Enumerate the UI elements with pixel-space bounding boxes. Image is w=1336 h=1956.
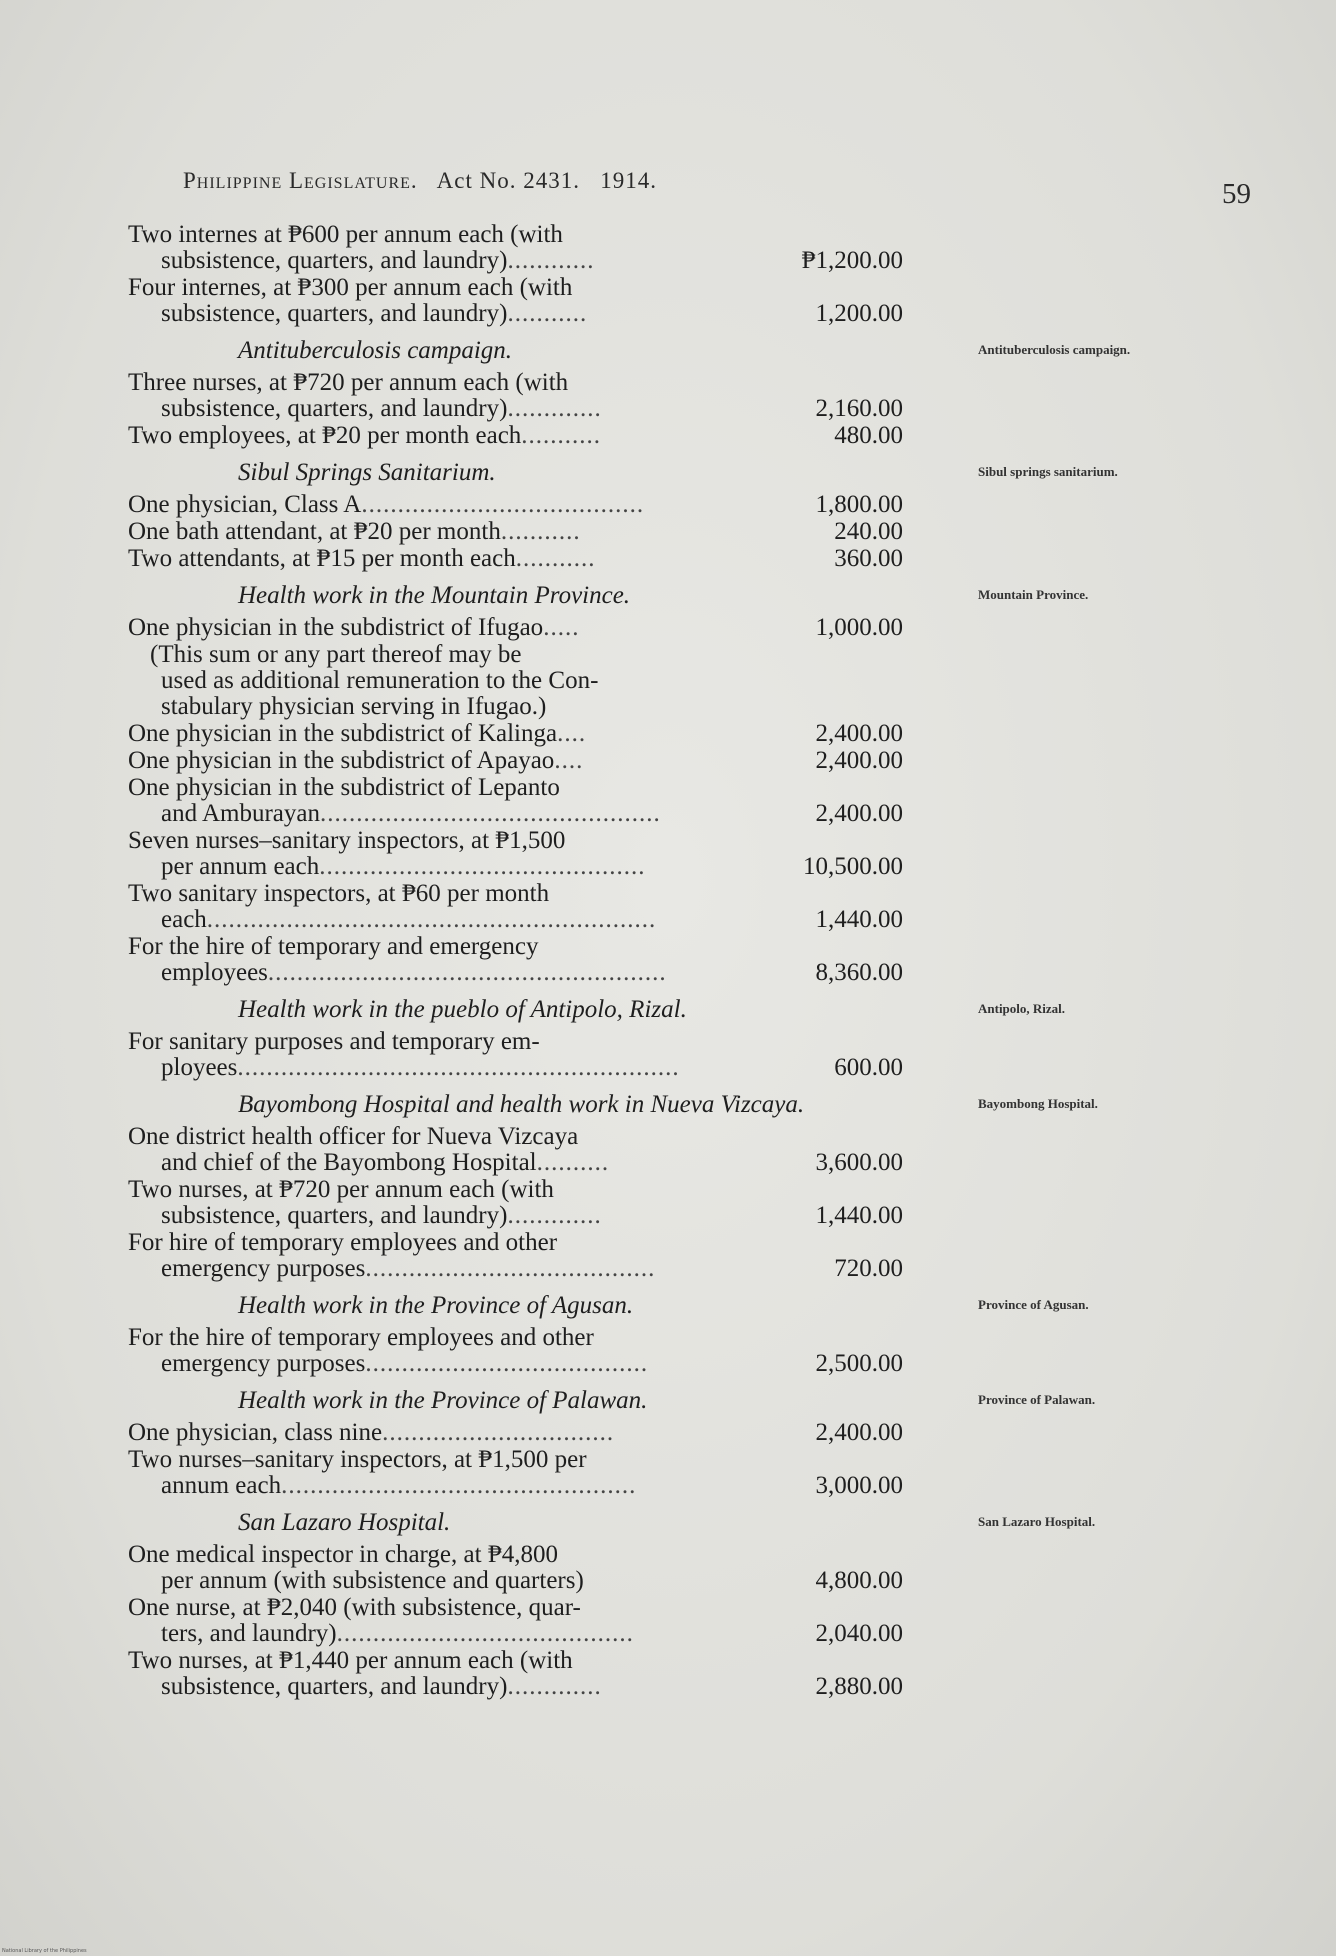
line-item-description (128, 275, 778, 327)
line-item (128, 1029, 1228, 1081)
line-item-description (128, 1124, 778, 1176)
section-heading (128, 1292, 1228, 1319)
line-item-last-line (128, 492, 778, 518)
line-item-last-line (128, 248, 778, 274)
line-item-description (128, 1595, 778, 1647)
dot-leader: ............................................... (319, 800, 661, 827)
line-item-last-line (128, 1621, 778, 1647)
line-item-text: Two nurses–sanitary inspectors, at ₱1,500 per (128, 1446, 587, 1473)
margin-note: Mountain Province. (978, 587, 1089, 602)
line-item-description (128, 721, 778, 747)
line-item-description (128, 1648, 778, 1700)
dot-leader: ....................................... (361, 491, 645, 518)
section-heading-text: Sibul Springs Sanitarium. (238, 459, 496, 486)
line-item (128, 370, 1228, 422)
line-item-last-line (128, 615, 778, 641)
line-item-amount: ₱1,200.00 (801, 247, 903, 274)
dot-leader: ....................................... (365, 1350, 649, 1377)
line-item-text: Four internes, at ₱300 per annum each (with (128, 274, 573, 301)
line-item (128, 775, 1228, 827)
line-item-amount: 2,040.00 (815, 1620, 903, 1647)
section-heading (128, 1509, 1228, 1536)
line-item-text: Seven nurses–sanitary inspectors, at ₱1,500 (128, 827, 566, 854)
line-item-text: employees (161, 959, 268, 986)
line-item-description (128, 775, 778, 827)
line-item-description (128, 1447, 778, 1499)
margin-note: San Lazaro Hospital. (978, 1514, 1096, 1529)
line-item (128, 615, 1228, 641)
dot-leader: .... (557, 720, 587, 747)
line-item (128, 1325, 1228, 1377)
line-item (128, 492, 1228, 518)
header-year: 1914. (600, 168, 657, 193)
line-item-amount: 2,400.00 (815, 800, 903, 827)
line-item-text: One physician, class nine (128, 1419, 383, 1446)
line-item-text: per annum each (161, 853, 320, 880)
margin-note: Bayombong Hospital. (978, 1096, 1098, 1111)
line-item-text: subsistence, quarters, and laundry) (161, 247, 508, 274)
line-item-text: For sanitary purposes and temporary em- (128, 1028, 540, 1055)
dot-leader: ............................................. (319, 853, 646, 880)
line-item-description (128, 546, 778, 572)
dot-leader: .......... (536, 1149, 610, 1176)
section-heading-text: Health work in the Province of Palawan. (238, 1387, 648, 1414)
line-item-text: emergency purposes (161, 1255, 366, 1282)
line-item-text: ters, and laundry) (161, 1620, 337, 1647)
line-item-text: each (161, 906, 207, 933)
dot-leader: ........... (521, 422, 602, 449)
section-heading-text: Antituberculosis campaign. (238, 337, 513, 364)
line-item-amount: 2,400.00 (815, 1419, 903, 1446)
dot-leader: ............. (507, 395, 602, 422)
line-item-amount: 1,000.00 (815, 614, 903, 641)
dot-leader: ............. (507, 1673, 602, 1700)
section-heading-text: Health work in the Province of Agusan. (238, 1292, 634, 1319)
line-item-description (128, 748, 778, 774)
section-heading-text: Health work in the pueblo of Antipolo, Rizal. (238, 996, 687, 1023)
line-item-last-line (128, 1473, 778, 1499)
margin-note: Province of Palawan. (978, 1392, 1096, 1407)
line-item-description (128, 519, 778, 545)
dot-leader: ............. (507, 1202, 602, 1229)
line-item-amount: 720.00 (834, 1255, 903, 1282)
line-item-amount: 2,400.00 (815, 720, 903, 747)
section-heading (128, 582, 1228, 609)
line-item (128, 934, 1228, 986)
line-item-text: ployees (161, 1054, 238, 1081)
line-item-amount: 1,440.00 (815, 1202, 903, 1229)
section-heading (128, 459, 1228, 486)
line-item-last-line (128, 546, 778, 572)
line-item-amount: 3,000.00 (815, 1472, 903, 1499)
line-item-amount: 1,440.00 (815, 906, 903, 933)
line-item (128, 828, 1228, 880)
dot-leader: .... (554, 747, 584, 774)
line-item-text: and chief of the Bayombong Hospital (161, 1149, 537, 1176)
line-item-text: and Amburayan (161, 800, 320, 827)
dot-leader: ................................ (382, 1419, 615, 1446)
dot-leader: ..... (543, 614, 580, 641)
line-item-last-line (128, 1203, 778, 1229)
section-heading-text: Health work in the Mountain Province. (238, 582, 631, 609)
line-item (128, 721, 1228, 747)
line-item (128, 423, 1228, 449)
line-item-text: annum each (161, 1472, 282, 1499)
line-item-last-line (128, 1150, 778, 1176)
line-item-text: For the hire of temporary and emergency (128, 933, 539, 960)
line-item-text: subsistence, quarters, and laundry) (161, 1202, 508, 1229)
line-item-amount: 2,400.00 (815, 747, 903, 774)
line-item-description (128, 370, 778, 422)
line-item-text: subsistence, quarters, and laundry) (161, 395, 508, 422)
line-item-description (128, 934, 778, 986)
line-item-text: One physician in the subdistrict of Lepanto (128, 774, 560, 801)
line-item (128, 1230, 1228, 1282)
line-item-amount: 360.00 (834, 545, 903, 572)
line-item (128, 1595, 1228, 1647)
line-item-amount: 10,500.00 (803, 853, 903, 880)
line-item-last-line (128, 801, 778, 827)
line-item-text: Two sanitary inspectors, at ₱60 per month (128, 880, 550, 907)
line-item-text: One bath attendant, at ₱20 per month (128, 518, 501, 545)
line-item (128, 1420, 1228, 1446)
line-item-last-line (128, 721, 778, 747)
line-item-description (128, 828, 778, 880)
line-item-text: For hire of temporary employees and other (128, 1229, 558, 1256)
line-item-text: For the hire of temporary employees and other (128, 1324, 594, 1351)
dot-leader: ......................................... (336, 1620, 634, 1647)
line-item-text: One district health officer for Nueva Vizcaya (128, 1123, 579, 1150)
line-item-text: Three nurses, at ₱720 per annum each (with (128, 369, 569, 396)
appropriation-list (128, 222, 1228, 1701)
line-item (128, 642, 1228, 720)
section-heading (128, 996, 1228, 1023)
library-watermark: National Library of the Philippines (2, 1948, 87, 1954)
line-item-amount: 1,800.00 (815, 491, 903, 518)
line-item-last-line (128, 301, 778, 327)
section-heading (128, 1387, 1228, 1414)
line-item-text: subsistence, quarters, and laundry) (161, 1673, 508, 1700)
line-item (128, 1177, 1228, 1229)
line-item-amount: 240.00 (834, 518, 903, 545)
line-item-amount: 1,200.00 (815, 300, 903, 327)
line-item-description (128, 1325, 778, 1377)
line-item-last-line (128, 748, 778, 774)
dot-leader: .............................................................. (206, 906, 657, 933)
running-header (183, 168, 657, 194)
line-item-text: Two attendants, at ₱15 per month each (128, 545, 516, 572)
line-item (128, 519, 1228, 545)
dot-leader: ............................................................. (237, 1054, 680, 1081)
margin-note: Province of Agusan. (978, 1297, 1089, 1312)
dot-leader: ............ (507, 247, 595, 274)
line-item-description (128, 423, 778, 449)
line-item-description (128, 1029, 778, 1081)
page-number: 59 (1222, 178, 1251, 210)
dot-leader: ........... (515, 545, 596, 572)
line-item (128, 1542, 1228, 1594)
line-item-last-line (128, 907, 778, 933)
line-item-last-line (128, 1055, 778, 1081)
line-item (128, 222, 1228, 274)
header-act: Act No. 2431. (436, 168, 580, 193)
line-item-last-line (128, 960, 778, 986)
line-item-description (128, 492, 778, 518)
line-item-description (128, 1177, 778, 1229)
line-item-last-line (128, 854, 778, 880)
margin-note: Sibul springs sanitarium. (978, 464, 1118, 479)
dot-leader: ........... (507, 300, 588, 327)
line-item-last-line (128, 1420, 778, 1446)
line-item-last-line (128, 1256, 778, 1282)
line-item-description (128, 1542, 778, 1594)
line-item-description (128, 1420, 778, 1446)
line-item-amount: 600.00 (834, 1054, 903, 1081)
line-item-amount: 4,800.00 (815, 1567, 903, 1594)
line-item-text: Two nurses, at ₱1,440 per annum each (with (128, 1647, 573, 1674)
line-item-text: emergency purposes (161, 1350, 366, 1377)
line-item-text: Two nurses, at ₱720 per annum each (with (128, 1176, 554, 1203)
line-item-text: subsistence, quarters, and laundry) (161, 300, 508, 327)
section-heading (128, 337, 1228, 364)
dot-leader: ........... (500, 518, 581, 545)
line-item-last-line (128, 1351, 778, 1377)
section-heading (128, 1091, 1228, 1118)
line-item-text: (This sum or any part thereof may be (150, 641, 522, 668)
line-item-description (128, 642, 778, 720)
dot-leader: ....................................................... (267, 959, 667, 986)
line-item (128, 275, 1228, 327)
margin-note: Antipolo, Rizal. (978, 1001, 1066, 1016)
line-item-description (128, 881, 778, 933)
line-item-text: used as additional remuneration to the Con- (161, 667, 599, 694)
line-item-last-line (128, 519, 778, 545)
dot-leader: ................................................. (281, 1472, 637, 1499)
line-item-text: One physician in the subdistrict of Ifugao (128, 614, 544, 641)
line-item-last-line (128, 423, 778, 449)
line-item (128, 1648, 1228, 1700)
line-item (128, 1447, 1228, 1499)
line-item-description (128, 615, 778, 641)
line-item-text: per annum (with subsistence and quarters) (161, 1567, 584, 1594)
line-item (128, 1124, 1228, 1176)
line-item-amount: 2,880.00 (815, 1673, 903, 1700)
section-heading-text: San Lazaro Hospital. (238, 1509, 451, 1536)
line-item-text: One physician in the subdistrict of Kalinga (128, 720, 558, 747)
line-item-amount: 2,160.00 (815, 395, 903, 422)
line-item-last-line (128, 396, 778, 422)
line-item-amount: 2,500.00 (815, 1350, 903, 1377)
line-item-text: Two employees, at ₱20 per month each (128, 422, 522, 449)
line-item-text: One nurse, at ₱2,040 (with subsistence, quar- (128, 1594, 581, 1621)
dot-leader: ........................................ (365, 1255, 656, 1282)
line-item-text: One physician, Class A (128, 491, 362, 518)
line-item-text: One medical inspector in charge, at ₱4,800 (128, 1541, 558, 1568)
line-item-text: stabulary physician serving in Ifugao.) (161, 693, 547, 720)
line-item (128, 546, 1228, 572)
line-item-text: Two internes at ₱600 per annum each (with (128, 221, 563, 248)
section-heading-text: Bayombong Hospital and health work in Nueva Vizcaya. (238, 1091, 805, 1118)
line-item-amount: 480.00 (834, 422, 903, 449)
line-item-description (128, 222, 778, 274)
line-item (128, 881, 1228, 933)
line-item (128, 748, 1228, 774)
line-item-text: One physician in the subdistrict of Apayao (128, 747, 555, 774)
line-item-last-line (128, 1674, 778, 1700)
line-item-amount: 8,360.00 (815, 959, 903, 986)
line-item-amount: 3,600.00 (815, 1149, 903, 1176)
header-title: Philippine Legislature. (183, 168, 418, 193)
line-item-description (128, 1230, 778, 1282)
margin-note: Antituberculosis campaign. (978, 342, 1131, 357)
